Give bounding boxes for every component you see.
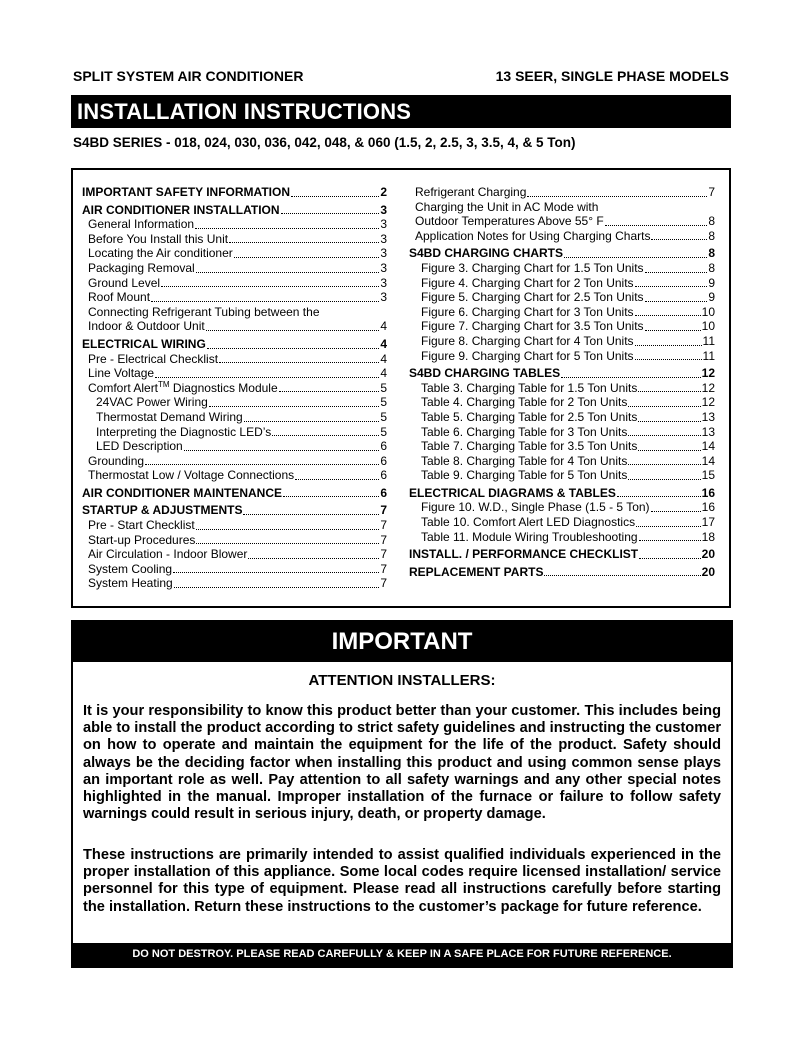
table-of-contents — [71, 168, 731, 608]
toc-entry-page: 20 — [701, 564, 715, 579]
toc-entry — [82, 246, 387, 261]
toc-entry-page: 10 — [701, 319, 715, 334]
toc-entry-page: 7 — [380, 503, 387, 518]
toc-entry — [409, 349, 715, 364]
toc-entry-page: 4 — [380, 336, 387, 351]
toc-entry — [82, 425, 387, 440]
trademark-mark: TM — [158, 379, 170, 389]
toc-entry — [409, 530, 715, 545]
toc-entry-text: Ground Level — [88, 275, 161, 290]
toc-entry-text: ELECTRICAL DIAGRAMS & TABLES — [409, 485, 616, 500]
toc-entry-text: 24VAC Power Wiring — [96, 395, 208, 410]
toc-entry-text-part: Comfort Alert — [88, 380, 159, 395]
toc-entry-page: 11 — [702, 348, 715, 363]
toc-entry-page: 7 — [380, 561, 387, 576]
toc-entry-page: 15 — [701, 468, 715, 483]
toc-entry-text: REPLACEMENT PARTS — [409, 564, 544, 579]
toc-entry-text-part: Diagnostics Module — [169, 380, 278, 395]
toc-entry-text: Outdoor Temperatures Above 55° F — [415, 214, 604, 229]
toc-entry-page: 7 — [380, 532, 387, 547]
toc-entry-text: Refrigerant Charging — [415, 185, 527, 199]
toc-entry-page: 20 — [701, 547, 715, 562]
toc-entry — [409, 500, 715, 515]
toc-entry-page: 18 — [701, 529, 715, 544]
toc-entry-text: ELECTRICAL WIRING — [82, 336, 206, 351]
toc-entry-page: 14 — [701, 439, 715, 454]
toc-entry-text: STARTUP & ADJUSTMENTS — [82, 503, 243, 518]
toc-entry — [409, 185, 715, 200]
toc-entry-page: 11 — [702, 333, 715, 348]
toc-entry-text: Locating the Air conditioner — [88, 246, 233, 261]
header-left: SPLIT SYSTEM AIR CONDITIONER — [73, 68, 304, 84]
toc-entry-page: 13 — [701, 409, 715, 424]
toc-entry-text: AIR CONDITIONER MAINTENANCE — [82, 485, 282, 500]
toc-entry — [82, 533, 387, 548]
toc-entry — [82, 547, 387, 562]
toc-entry — [409, 547, 715, 562]
toc-entry-page: 6 — [380, 468, 387, 483]
toc-entry — [409, 214, 715, 229]
toc-entry-page: 8 — [708, 246, 715, 261]
toc-entry — [409, 319, 715, 334]
title-bar — [71, 95, 731, 128]
toc-entry — [82, 468, 387, 483]
toc-entry — [82, 439, 387, 454]
toc-entry-page: 16 — [701, 500, 715, 515]
toc-entry-page: 12 — [701, 366, 715, 381]
important-title-bar — [73, 622, 731, 662]
toc-entry — [409, 410, 715, 425]
toc-entry-page: 7 — [380, 518, 387, 533]
toc-entry-text: Grounding — [88, 453, 145, 468]
toc-entry — [409, 468, 715, 483]
toc-entry-page: 6 — [380, 439, 387, 454]
toc-entry-page: 10 — [701, 304, 715, 319]
toc-entry-text: Figure 9. Charging Chart for 5 Ton Units — [421, 348, 634, 363]
toc-entry-text: Figure 8. Charging Chart for 4 Ton Units — [421, 333, 634, 348]
toc-entry — [409, 381, 715, 396]
toc-entry — [409, 454, 715, 469]
toc-entry-text — [88, 381, 278, 396]
toc-entry-page: 7 — [380, 547, 387, 562]
toc-entry — [82, 366, 387, 381]
toc-entry — [82, 217, 387, 232]
toc-entry-page: 5 — [380, 395, 387, 410]
toc-entry — [409, 246, 715, 261]
toc-entry — [82, 352, 387, 367]
toc-entry-text: S4BD CHARGING TABLES — [409, 366, 561, 381]
toc-entry — [409, 565, 715, 580]
toc-entry — [409, 515, 715, 530]
toc-entry-text: Table 9. Charging Table for 5 Ton Units — [421, 468, 628, 483]
toc-entry-text: S4BD CHARGING CHARTS — [409, 246, 564, 261]
toc-entry-text: Indoor & Outdoor Unit — [88, 319, 205, 334]
toc-entry — [82, 305, 387, 320]
toc-entry-text: Thermostat Demand Wiring — [96, 409, 243, 424]
toc-entry-text: Table 8. Charging Table for 4 Ton Units — [421, 453, 628, 468]
toc-entry-text: Line Voltage — [88, 366, 155, 381]
toc-entry — [82, 261, 387, 276]
toc-entry-text: INSTALL. / PERFORMANCE CHECKLIST — [409, 547, 639, 562]
toc-entry-page: 8 — [708, 228, 715, 243]
toc-entry-text: Figure 7. Charging Chart for 3.5 Ton Units — [421, 319, 644, 334]
important-paragraph-2: These instructions are primarily intended to assist qualified individuals experienced in the proper installation of this appliance. Some local codes require licensed installation/ service personnel for this type of equipment. Please read all instructions carefully before starting the installation. Return these instructions to the customer’s package for future reference. — [83, 847, 721, 915]
toc-column-2 — [409, 185, 715, 579]
toc-entry — [409, 261, 715, 276]
toc-entry-page: 8 — [708, 214, 715, 229]
toc-entry-text: Table 10. Comfort Alert LED Diagnostics — [421, 515, 636, 530]
toc-entry — [82, 562, 387, 577]
toc-entry-page: 3 — [380, 246, 387, 261]
toc-entry — [82, 185, 387, 200]
toc-entry-page: 14 — [701, 453, 715, 468]
toc-entry-text: Figure 3. Charging Chart for 1.5 Ton Units — [421, 260, 644, 275]
toc-entry — [409, 290, 715, 305]
toc-entry-text: Air Circulation - Indoor Blower — [88, 547, 248, 562]
toc-entry-text: Table 7. Charging Table for 3.5 Ton Units — [421, 439, 638, 454]
toc-entry-text: Table 3. Charging Table for 1.5 Ton Units — [421, 380, 638, 395]
toc-entry-text: LED Description — [96, 439, 183, 454]
toc-entry-text: Roof Mount — [88, 290, 151, 305]
toc-entry-page: 3 — [380, 217, 387, 232]
toc-entry-text: Pre - Start Checklist — [88, 518, 195, 533]
toc-entry-text: Packaging Removal — [88, 260, 195, 275]
toc-entry-text: Pre - Electrical Checklist — [88, 351, 219, 366]
toc-entry — [82, 486, 387, 501]
toc-column-1 — [82, 185, 387, 591]
toc-entry-text: Start-up Procedures — [88, 532, 196, 547]
series-line: S4BD SERIES - 018, 024, 030, 036, 042, 048, & 060 (1.5, 2, 2.5, 3, 3.5, 4, & 5 Ton) — [73, 135, 576, 150]
toc-entry-text: Table 5. Charging Table for 2.5 Ton Units — [421, 409, 638, 424]
toc-entry-page: 2 — [380, 185, 387, 199]
toc-entry-page: 17 — [701, 515, 715, 530]
toc-entry — [82, 518, 387, 533]
toc-entry — [82, 410, 387, 425]
toc-entry — [82, 503, 387, 518]
toc-entry-text: Table 4. Charging Table for 2 Ton Units — [421, 395, 628, 410]
toc-entry — [409, 395, 715, 410]
toc-entry-text: Table 6. Charging Table for 3 Ton Units — [421, 424, 628, 439]
toc-entry-text: Application Notes for Using Charging Charts — [415, 228, 651, 243]
page-title: INSTALLATION INSTRUCTIONS — [77, 99, 412, 124]
toc-entry-page: 7 — [708, 185, 715, 199]
toc-entry-page: 4 — [380, 351, 387, 366]
header-right: 13 SEER, SINGLE PHASE MODELS — [495, 68, 729, 84]
toc-entry-text: System Heating — [88, 576, 173, 591]
important-subtitle: ATTENTION INSTALLERS: — [308, 672, 496, 689]
important-footer: DO NOT DESTROY. PLEASE READ CAREFULLY & KEEP IN A SAFE PLACE FOR FUTURE REFERENCE. — [73, 943, 731, 966]
toc-entry — [409, 366, 715, 381]
toc-entry-page: 3 — [380, 231, 387, 246]
toc-entry — [409, 439, 715, 454]
toc-entry-page: 6 — [380, 485, 387, 500]
important-title: IMPORTANT — [331, 628, 473, 655]
toc-entry-page: 3 — [380, 290, 387, 305]
toc-entry-page: 13 — [701, 424, 715, 439]
toc-entry-text: General Information — [88, 217, 195, 232]
toc-entry — [409, 425, 715, 440]
toc-entry — [82, 454, 387, 469]
toc-entry — [82, 576, 387, 591]
toc-entry — [409, 200, 715, 215]
toc-entry-text: Table 11. Module Wiring Troubleshooting — [421, 529, 638, 544]
toc-entry-page: 5 — [380, 409, 387, 424]
toc-entry-page: 7 — [380, 576, 387, 591]
toc-entry-page: 16 — [701, 485, 715, 500]
toc-entry-text: Figure 6. Charging Chart for 3 Ton Units — [421, 304, 634, 319]
toc-entry-text: Interpreting the Diagnostic LED’s — [96, 424, 272, 439]
toc-entry — [409, 276, 715, 291]
toc-entry-page: 3 — [380, 260, 387, 275]
toc-entry-text: Figure 4. Charging Chart for 2 Ton Units — [421, 275, 634, 290]
important-notice-box — [71, 620, 733, 968]
toc-entry — [409, 305, 715, 320]
toc-entry — [82, 232, 387, 247]
toc-entry-text: System Cooling — [88, 561, 173, 576]
toc-entry-text: Connecting Refrigerant Tubing between the — [88, 304, 320, 319]
toc-entry — [82, 276, 387, 291]
toc-entry — [82, 319, 387, 334]
toc-entry — [82, 290, 387, 305]
toc-entry-page: 5 — [380, 380, 387, 395]
toc-entry-page: 6 — [380, 453, 387, 468]
toc-entry-text: Before You Install this Unit — [88, 231, 229, 246]
toc-entry — [82, 337, 387, 352]
toc-entry — [409, 229, 715, 244]
toc-entry-page: 4 — [380, 366, 387, 381]
toc-entry-page: 9 — [708, 290, 715, 305]
important-paragraph-1: It is your responsibility to know this product better than your customer. This includes being able to install the product according to strict safety guidelines and instructing the customer on how to operate and maintain the equipment for the life of the product. Safety should always be the deciding factor when installing this product and using common sense plays an important role as well. Pay attention to all safety warnings and any other special notes highlighted in the manual. Improper installation of the furnace or failure to follow safety warnings could result in serious injury, death, or property damage. — [83, 703, 721, 823]
toc-entry — [82, 381, 387, 396]
toc-entry-page: 5 — [380, 424, 387, 439]
toc-entry-text: Charging the Unit in AC Mode with — [415, 199, 599, 214]
toc-entry-page: 8 — [708, 260, 715, 275]
toc-entry-text: Figure 5. Charging Chart for 2.5 Ton Units — [421, 290, 644, 305]
toc-entry — [409, 486, 715, 501]
toc-entry-page: 9 — [708, 275, 715, 290]
toc-entry-page: 3 — [380, 202, 387, 217]
toc-entry-text: Figure 10. W.D., Single Phase (1.5 - 5 Ton) — [421, 500, 650, 515]
toc-entry-text: Thermostat Low / Voltage Connections — [88, 468, 295, 483]
toc-entry-page: 4 — [380, 319, 387, 334]
toc-entry-text: AIR CONDITIONER INSTALLATION — [82, 202, 280, 217]
toc-entry — [82, 395, 387, 410]
toc-entry-text: IMPORTANT SAFETY INFORMATION — [82, 185, 290, 199]
toc-entry — [82, 203, 387, 218]
toc-entry-page: 12 — [701, 395, 715, 410]
toc-entry-page: 12 — [701, 380, 715, 395]
toc-entry-page: 3 — [380, 275, 387, 290]
toc-entry — [409, 334, 715, 349]
